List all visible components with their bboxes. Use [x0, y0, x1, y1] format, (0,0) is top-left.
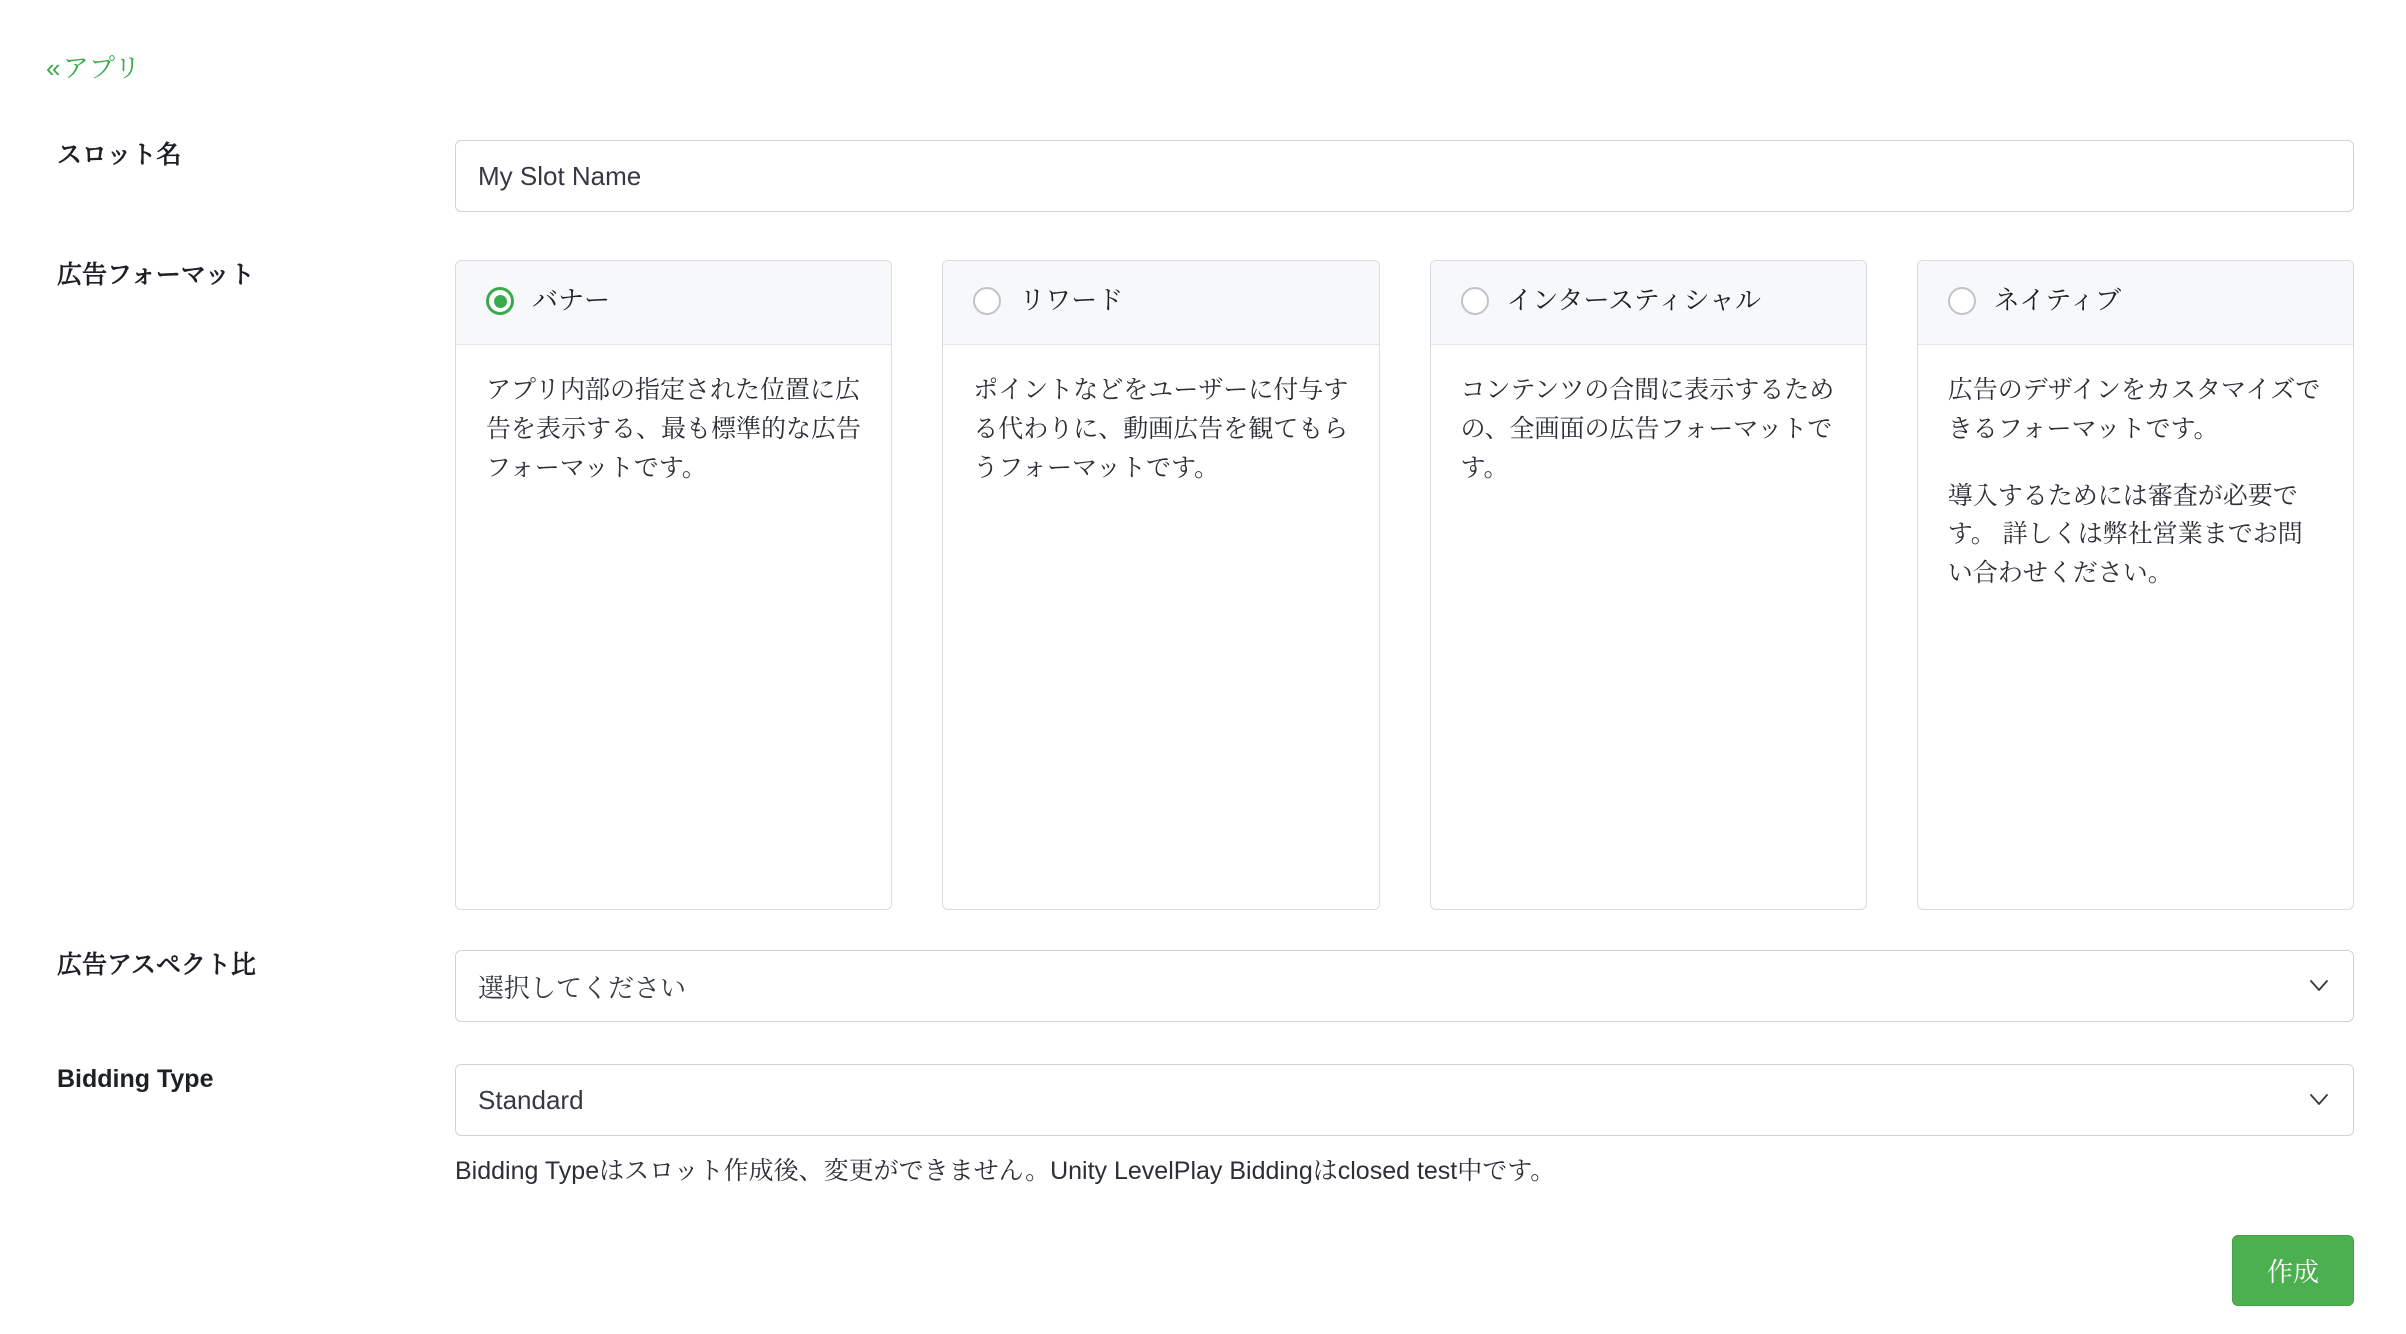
ad-format-card-header-banner[interactable]	[456, 261, 891, 345]
ad-format-desc-native-2: 導入するためには審査が必要です。 詳しくは弊社営業までお問い合わせください。	[1947, 481, 2303, 587]
row-slot-name	[0, 140, 2406, 212]
ad-format-card-rewarded[interactable]	[942, 260, 1379, 910]
ad-format-card-native[interactable]	[1917, 260, 2354, 910]
slot-name-input[interactable]	[455, 140, 2354, 212]
ad-format-title-rewarded: リワード	[1019, 285, 1124, 315]
aspect-ratio-select-wrap[interactable]	[455, 950, 2354, 1022]
slot-name-field-wrap	[455, 140, 2406, 212]
ad-format-body-banner	[456, 345, 891, 517]
bidding-type-select[interactable]: Standard	[455, 1064, 2354, 1136]
radio-rewarded[interactable]	[973, 287, 1001, 315]
bidding-type-select-wrap[interactable]	[455, 1064, 2354, 1136]
form-actions	[0, 1235, 2406, 1306]
row-aspect-ratio	[0, 950, 2406, 1022]
ad-format-field-wrap	[455, 260, 2406, 910]
bidding-type-field-wrap	[455, 1064, 2406, 1189]
bidding-type-label: Bidding Type	[57, 1065, 214, 1093]
bidding-type-help-text: Bidding Typeはスロット作成後、変更ができません。Unity LevelPlay Biddingはclosed test中です。	[455, 1157, 1556, 1185]
ad-format-card-header-native[interactable]	[1918, 261, 2353, 345]
ad-format-card-header-rewarded[interactable]	[943, 261, 1378, 345]
row-ad-format	[0, 260, 2406, 910]
ad-format-card-header-interstitial[interactable]	[1431, 261, 1866, 345]
ad-format-card-group	[455, 260, 2354, 910]
row-bidding-type	[0, 1064, 2406, 1189]
ad-format-card-banner[interactable]	[455, 260, 892, 910]
ad-format-desc-native-1: 広告のデザインをカスタマイズできるフォーマットです。	[1947, 376, 2321, 443]
ad-format-label: 広告フォーマット	[57, 261, 255, 289]
slot-form	[0, 140, 2406, 1306]
create-button[interactable]: 作成	[2232, 1235, 2354, 1306]
aspect-ratio-select[interactable]: 選択してください	[455, 950, 2354, 1022]
ad-format-title-banner: バナー	[532, 285, 611, 315]
breadcrumb-label: アプリ	[62, 53, 141, 83]
ad-format-title-native: ネイティブ	[1993, 285, 2122, 315]
ad-format-desc-rewarded: ポイントなどをユーザーに付与する代わりに、動画広告を観てもらうフォーマットです。	[973, 376, 1349, 482]
radio-banner[interactable]	[486, 287, 514, 315]
breadcrumb-back-to-apps[interactable]	[46, 48, 141, 85]
ad-format-body-native	[1918, 345, 2353, 623]
ad-format-card-interstitial[interactable]	[1430, 260, 1867, 910]
ad-format-body-rewarded	[943, 345, 1378, 517]
ad-format-desc-banner: アプリ内部の指定された位置に広告を表示する、最も標準的な広告フォーマットです。	[486, 376, 862, 482]
ad-format-body-interstitial	[1431, 345, 1866, 517]
spacer	[0, 212, 2406, 232]
aspect-ratio-field-wrap	[455, 950, 2406, 1022]
ad-format-title-interstitial: インタースティシャル	[1506, 285, 1762, 315]
radio-interstitial[interactable]	[1461, 287, 1489, 315]
slot-name-label: スロット名	[57, 141, 182, 169]
double-chevron-left-icon: «	[46, 53, 61, 83]
aspect-ratio-label: 広告アスペクト比	[57, 951, 257, 979]
ad-format-desc-interstitial: コンテンツの合間に表示するための、全画面の広告フォーマットです。	[1460, 376, 1835, 482]
radio-native[interactable]	[1948, 287, 1976, 315]
